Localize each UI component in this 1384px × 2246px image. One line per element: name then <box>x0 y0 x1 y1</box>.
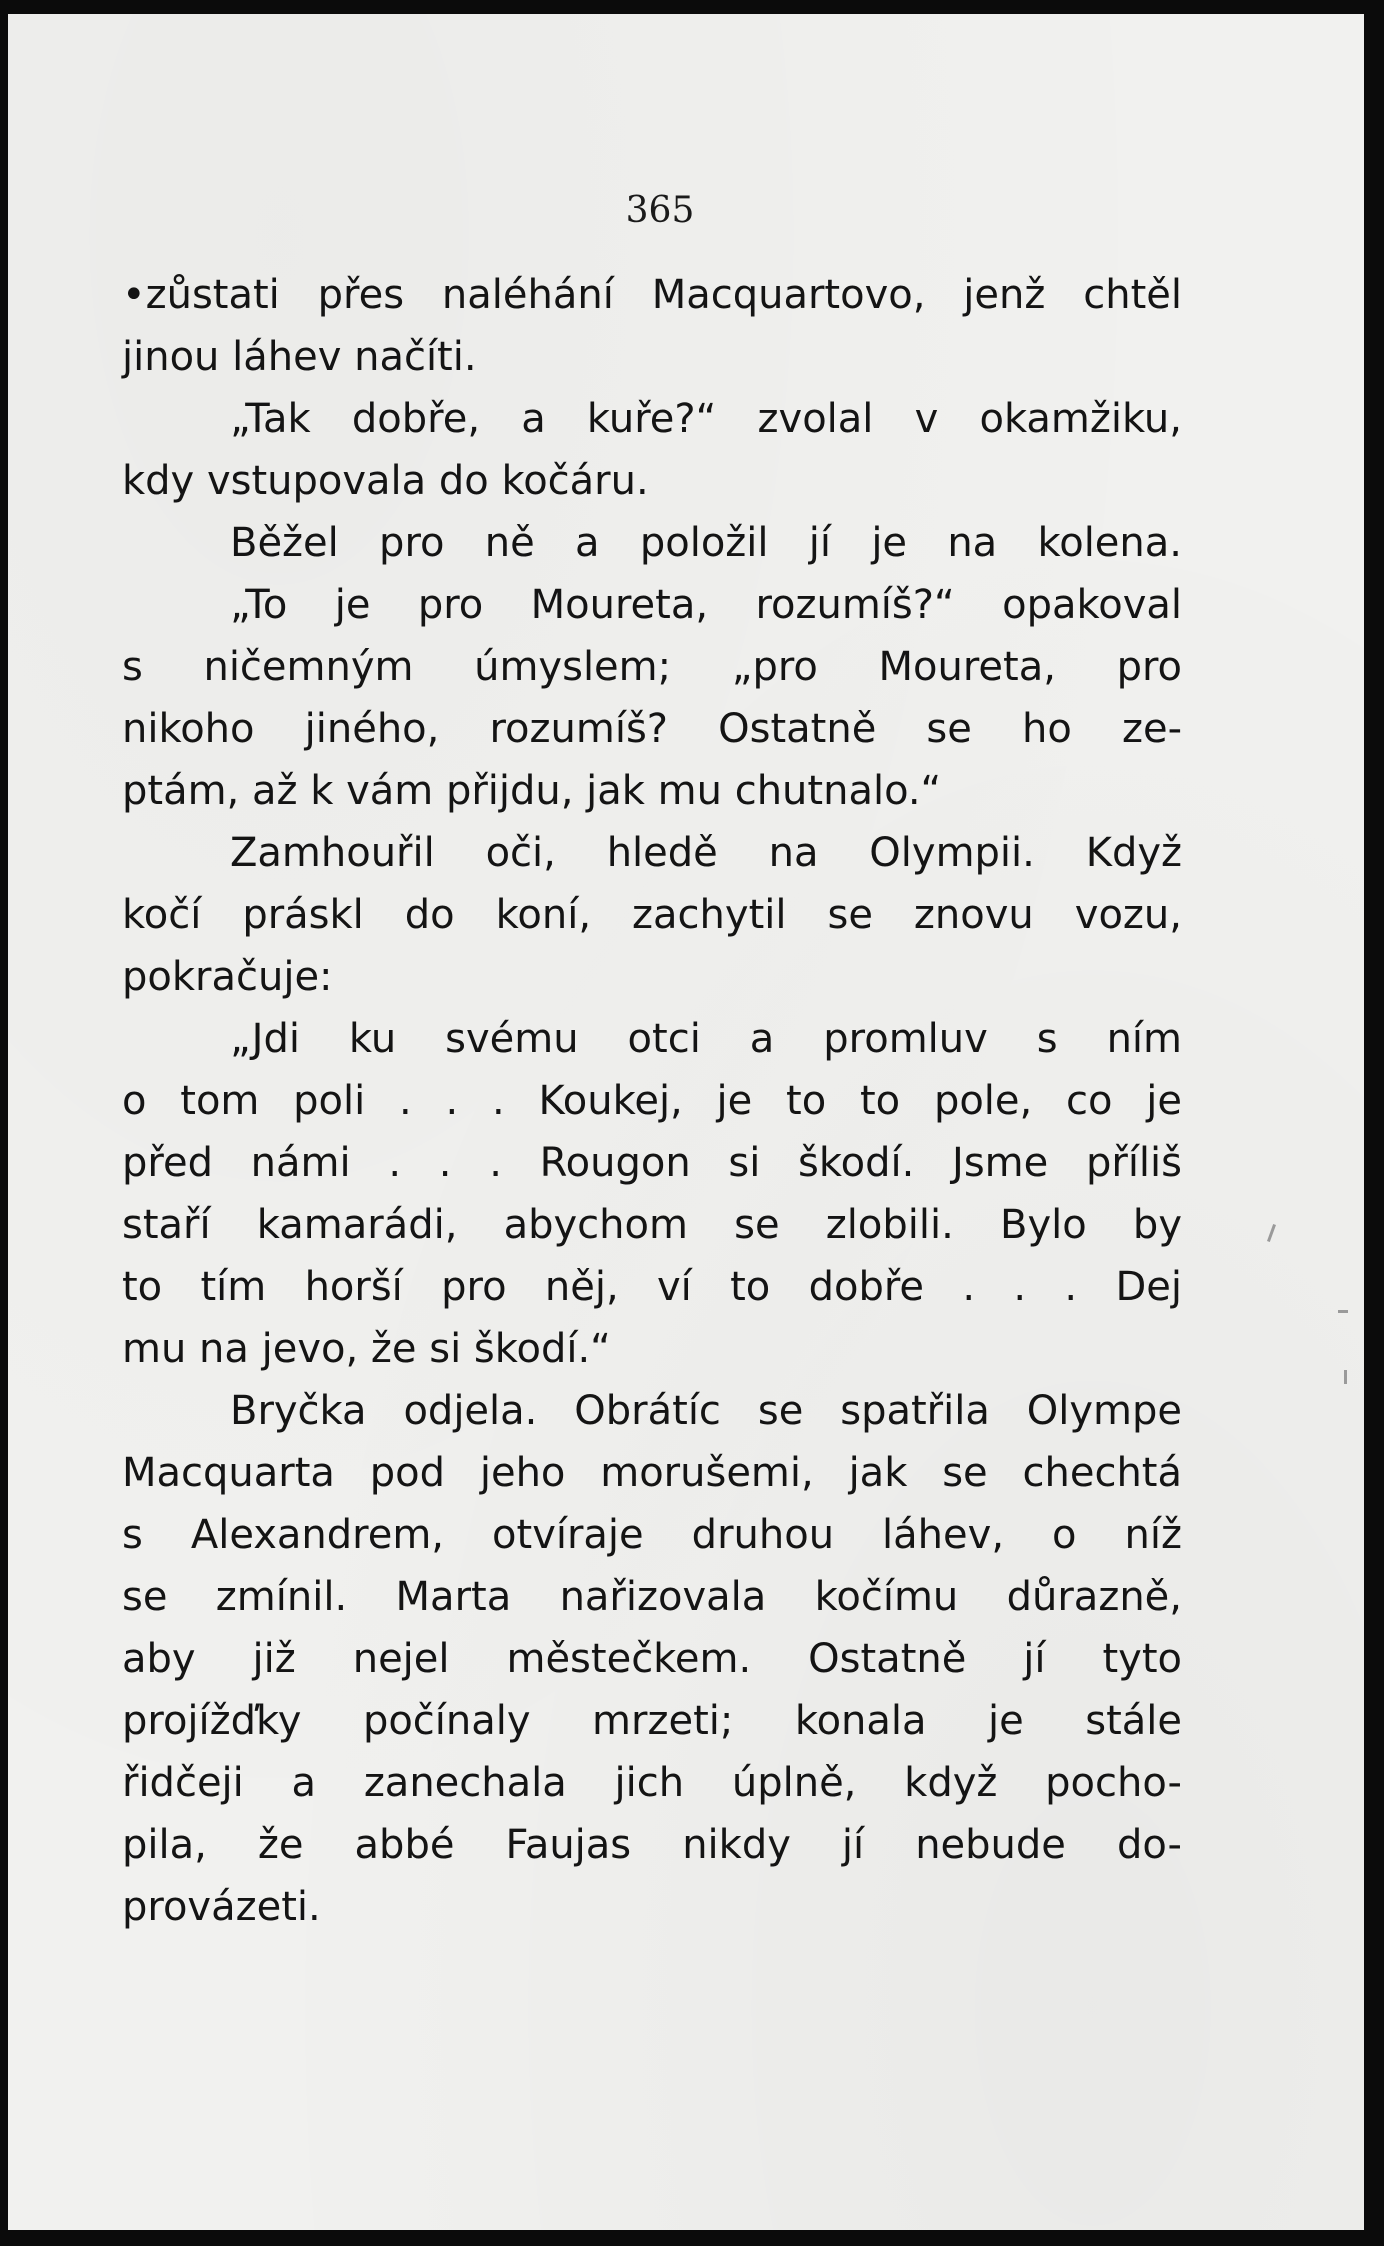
margin-smudge <box>1344 1370 1347 1384</box>
margin-smudge <box>1267 1224 1276 1242</box>
text-line: Běžel pro ně a položil jí je na kolena. <box>230 520 1182 566</box>
text-line: provázeti. <box>122 1884 321 1930</box>
book-page <box>8 14 1364 2230</box>
text-line: to tím horší pro něj, ví to dobře . . . Dej <box>122 1264 1182 1310</box>
text-line: „To je pro Moureta, rozumíš?“ opakoval <box>230 582 1182 628</box>
page-number: 365 <box>625 190 695 231</box>
text-line: jinou láhev načíti. <box>122 334 477 380</box>
text-line: Zamhouřil oči, hledě na Olympii. Když <box>230 830 1182 876</box>
text-line: řidčeji a zanechala jich úplně, když pocho- <box>122 1760 1182 1806</box>
text-line: •zůstati přes naléhání Macquartovo, jenž chtěl <box>122 272 1182 318</box>
text-line: „Tak dobře, a kuře?“ zvolal v okamžiku, <box>230 396 1182 442</box>
text-line: Bryčka odjela. Obrátíc se spatřila Olympe <box>230 1388 1182 1434</box>
text-line: aby již nejel městečkem. Ostatně jí tyto <box>122 1636 1182 1682</box>
text-line: projížďky počínaly mrzeti; konala je stále <box>122 1698 1182 1744</box>
text-line: ptám, až k vám přijdu, jak mu chutnalo.“ <box>122 768 942 814</box>
text-line: pila, že abbé Faujas nikdy jí nebude do- <box>122 1822 1182 1868</box>
text-line: se zmínil. Marta nařizovala kočímu důrazně, <box>122 1574 1182 1620</box>
text-line: Macquarta pod jeho morušemi, jak se chechtá <box>122 1450 1182 1496</box>
text-line: kdy vstupovala do kočáru. <box>122 458 649 504</box>
text-line: „Jdi ku svému otci a promluv s ním <box>230 1016 1182 1062</box>
text-line: pokračuje: <box>122 954 333 1000</box>
text-line: kočí práskl do koní, zachytil se znovu vozu, <box>122 892 1182 938</box>
text-line: s Alexandrem, otvíraje druhou láhev, o níž <box>122 1512 1182 1558</box>
text-line: o tom poli . . . Koukej, je to to pole, co je <box>122 1078 1182 1124</box>
margin-smudge <box>1338 1310 1348 1313</box>
text-line: s ničemným úmyslem; „pro Moureta, pro <box>122 644 1182 690</box>
text-line: mu na jevo, že si škodí.“ <box>122 1326 611 1372</box>
text-line: nikoho jiného, rozumíš? Ostatně se ho ze- <box>122 706 1182 752</box>
text-line: staří kamarádi, abychom se zlobili. Bylo by <box>122 1202 1182 1248</box>
text-line: před námi . . . Rougon si škodí. Jsme příliš <box>122 1140 1182 1186</box>
